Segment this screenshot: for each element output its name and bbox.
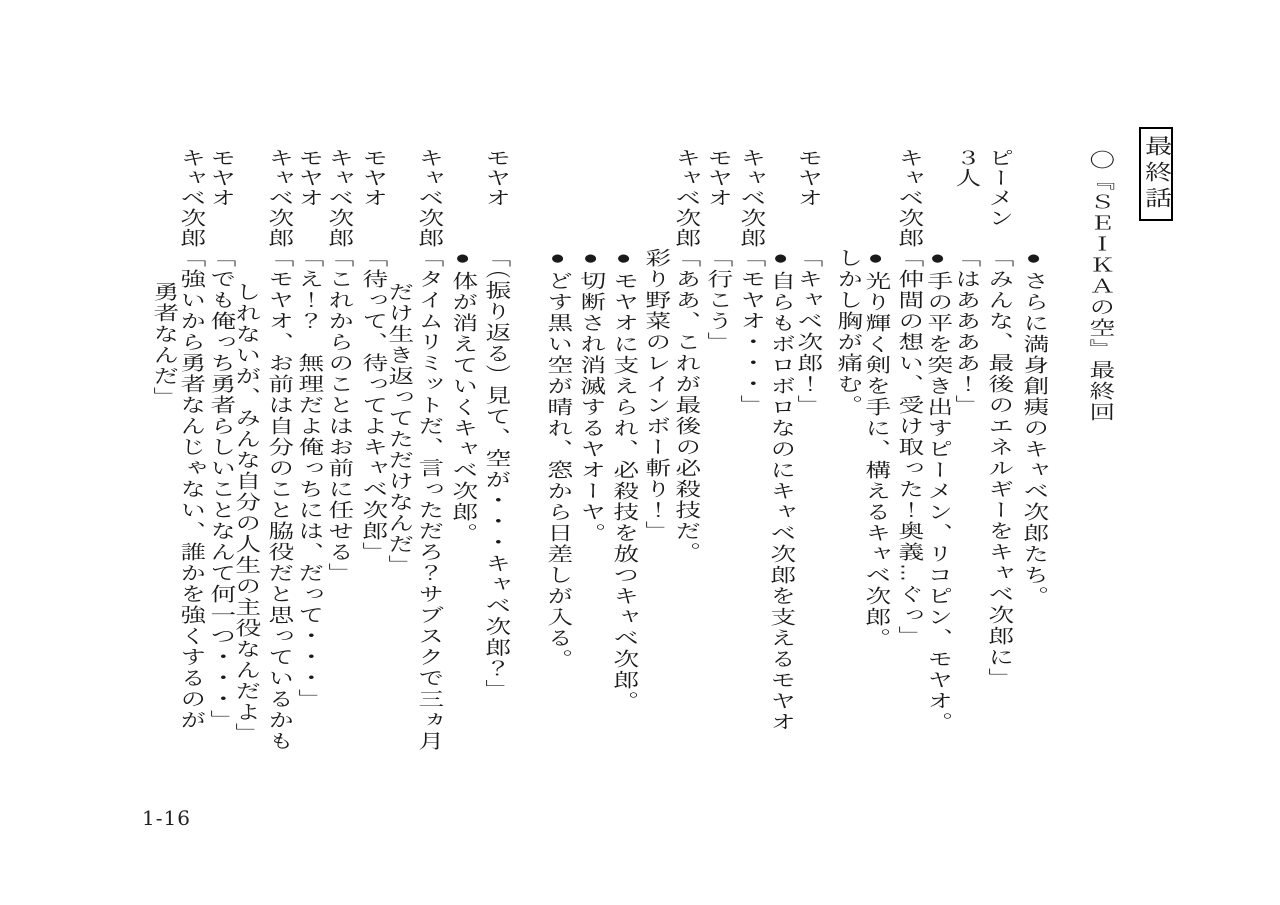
dialogue-text: 「みんな、最後のエネルギーをキャベ次郎に」 xyxy=(984,248,1013,689)
speaker-name: キャベ次郎 xyxy=(176,148,205,248)
dialogue-text: 「（振り返る）見て、空が・・・キャベ次郎？」 xyxy=(481,248,510,701)
speaker-name: モヤオ xyxy=(703,148,732,208)
speaker-name: モヤオ xyxy=(294,148,323,208)
script-line xyxy=(893,148,923,893)
script-line xyxy=(608,148,638,893)
dialogue-text: 「でも俺っち勇者らしいことなんて何一つ・・・」 xyxy=(206,248,235,731)
series-title: 〇『ＳＥＩＫＡの空』最終回 xyxy=(1085,150,1114,423)
speaker-name: ３人 xyxy=(951,148,980,188)
narration-text: ●自らもボロボロなのにキャベ次郎を支えるモヤオ xyxy=(766,248,795,733)
episode-title-box xyxy=(1139,127,1173,221)
continuation-text: しかし胸が痛む。 xyxy=(833,248,862,416)
speaker-name: キャベ次郎 xyxy=(894,148,923,248)
speaker-name: キャベ次郎 xyxy=(736,148,765,248)
narration-text: ●切断され消滅するヤオーヤ。 xyxy=(576,248,605,544)
script-line xyxy=(832,148,862,893)
script-line xyxy=(983,148,1013,893)
script-line xyxy=(735,148,765,893)
speaker-name: キャベ次郎 xyxy=(324,148,353,248)
dialogue-text: 「キャベ次郎！」 xyxy=(793,248,822,416)
narration-text: ●体が消えていくキャベ次郎。 xyxy=(448,248,477,544)
dialogue-text: 「これからのことはお前に任せる」 xyxy=(324,248,353,584)
continuation-text: だけ生き返ってただけなんだ」 xyxy=(384,282,413,576)
dialogue-text: 「待って、待ってよキャベ次郎」 xyxy=(358,248,387,563)
speaker-name: モヤオ xyxy=(793,148,822,208)
speaker-name: キャベ次郎 xyxy=(414,148,443,248)
dialogue-text: 「モヤオ、お前は自分のこと脇役だと思っているかも xyxy=(264,248,293,752)
speaker-name: キャベ次郎 xyxy=(671,148,700,248)
script-line xyxy=(542,148,572,893)
dialogue-text: 「仲間の想い、受け取った！奥義…ぐっ」 xyxy=(894,248,923,647)
continuation-text: 勇者なんだ」 xyxy=(149,282,178,408)
narration-text: ●どす黒い空が晴れ、窓から日差しが入る。 xyxy=(543,248,572,670)
narration-text: ●モヤオに支えられ、必殺技を放つキャベ次郎。 xyxy=(609,248,638,712)
speaker-name: モヤオ xyxy=(358,148,387,208)
series-title-line xyxy=(1084,148,1114,893)
script-line xyxy=(357,148,387,893)
script-line xyxy=(702,148,732,893)
continuation-text: 彩り野菜のレインボー斬り！」 xyxy=(641,248,670,542)
narration-text: ●さらに満身創痍のキャベ次郎たち。 xyxy=(1019,248,1048,607)
dialogue-text: 「行こう」 xyxy=(703,248,732,353)
speaker-name: モヤオ xyxy=(481,148,510,208)
dialogue-text: 「はああああ！」 xyxy=(951,248,980,416)
speaker-name: ピーメン xyxy=(984,148,1013,228)
dialogue-text: 「え！？ 無理だよ俺っちには、だって・・・」 xyxy=(294,248,323,710)
script-line xyxy=(480,148,510,893)
speaker-name: モヤオ xyxy=(206,148,235,208)
script-line xyxy=(263,148,293,893)
script-line xyxy=(640,148,670,893)
speaker-name: キャベ次郎 xyxy=(264,148,293,248)
script-line xyxy=(575,148,605,893)
dialogue-text: 「ああ、これが最後の必殺技だ。 xyxy=(671,248,700,563)
dialogue-text: 「強いから勇者なんじゃない、誰かを強くするのが xyxy=(176,248,205,731)
episode-title: 最終話 xyxy=(1141,135,1172,213)
script-line xyxy=(175,148,205,893)
dialogue-text: 「モヤオ・・・」 xyxy=(736,248,765,416)
script-line xyxy=(1018,148,1048,893)
page-number: 1-16 xyxy=(142,806,191,830)
continuation-text: しれないが、みんな自分の人生の主役なんだよ」 xyxy=(231,282,260,744)
script-line xyxy=(447,148,477,893)
script-line xyxy=(148,148,178,893)
dialogue-text: 「タイムリミットだ、言っただろ？サブスクで三ヵ月 xyxy=(414,248,443,752)
narration-text: ●光り輝く剣を手に、構えるキャベ次郎。 xyxy=(861,248,890,649)
narration-text: ●手の平を突き出すピーメン、リコピン、モヤオ。 xyxy=(923,248,952,733)
